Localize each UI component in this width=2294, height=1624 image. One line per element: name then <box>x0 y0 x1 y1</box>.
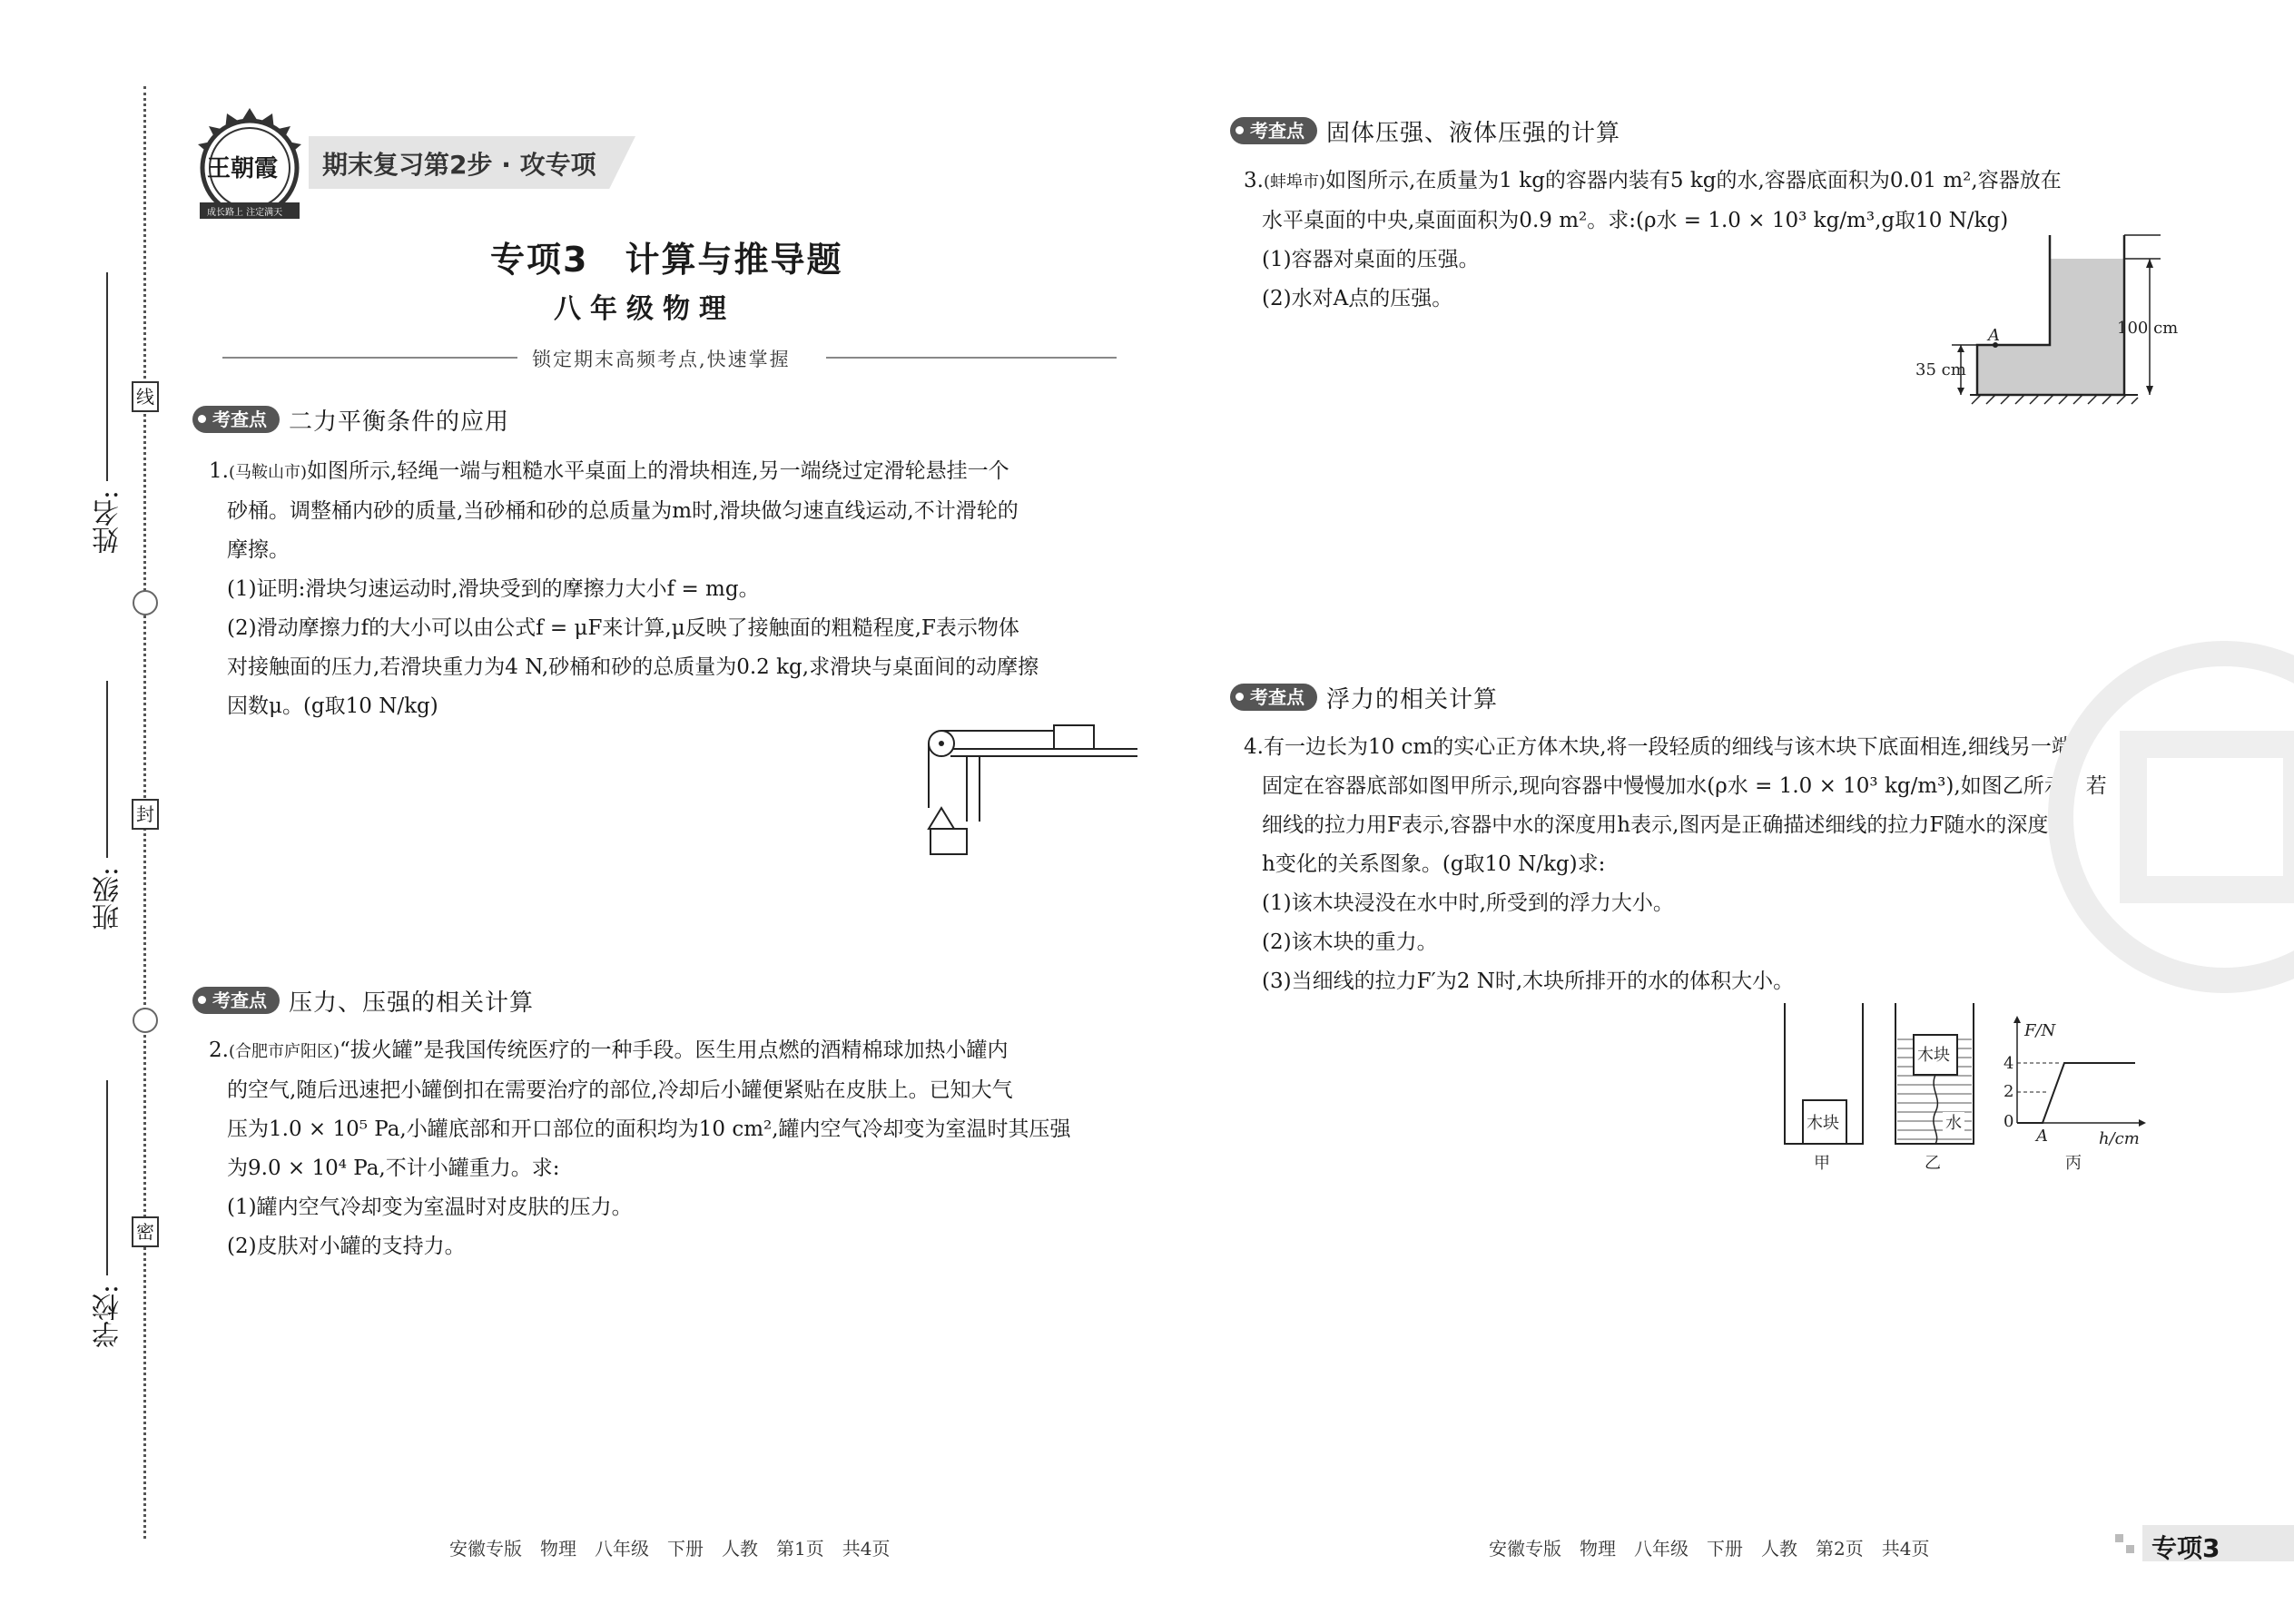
banner-text: 期末复习第2步 · 攻专项 <box>322 150 596 180</box>
footer-right: 安徽专版 物理 八年级 下册 人教 第2页 共4页 <box>1489 1538 1930 1560</box>
question-number: 1. <box>209 459 229 483</box>
question-source: (合肥市庐阳区) <box>228 1042 340 1061</box>
question-line: 如图所示,轻绳一端与粗糙水平桌面上的滑块相连,另一端绕过定滑轮悬挂一个 <box>307 459 1009 483</box>
page-title: 专项3 计算与推导题 <box>490 240 843 280</box>
question-line: (3)当细线的拉力F′为2 N时,木块所排开的水的体积大小。 <box>1262 969 1795 993</box>
section-tag: 考查点 <box>192 987 280 1014</box>
question-line: 的空气,随后迅速把小罐倒扣在需要治疗的部位,冷却后小罐便紧贴在皮肤上。已知大气 <box>227 1078 1013 1102</box>
question-line: 摩擦。 <box>227 538 290 562</box>
logo-motto: 成长路上 注定满天 <box>207 208 283 218</box>
question-line: 细线的拉力用F表示,容器中水的深度用h表示,图丙是正确描述细线的拉力F随水的深度 <box>1262 813 2049 837</box>
question-line: (2)皮肤对小罐的支持力。 <box>227 1235 466 1258</box>
school-field[interactable] <box>106 1080 108 1275</box>
logo-text: 王朝霞 <box>207 155 279 182</box>
seal-circle <box>133 590 158 615</box>
section-heading <box>192 405 509 434</box>
question-line: 水平桌面的中央,桌面面积为0.9 m²。求:(ρ水 = 1.0 × 10³ kg/m³,g取10 N/kg) <box>1262 209 2009 232</box>
y-tick-2: 2 <box>2004 1082 2014 1101</box>
x-mark-a: A <box>2036 1127 2048 1146</box>
question-source: (马鞍山市) <box>228 463 307 482</box>
height-100-label: 100 cm <box>2117 319 2179 338</box>
question-line: h变化的关系图象。(g取10 N/kg)求: <box>1262 852 1606 876</box>
question-line: “拔火罐”是我国传统医疗的一种手段。医生用点燃的酒精棉球加热小罐内 <box>340 1038 1009 1062</box>
question-line: 对接触面的压力,若滑块重力为4 N,砂桶和砂的总质量为0.2 kg,求滑块与桌面间的动摩擦 <box>227 655 1039 679</box>
point-a-label: A <box>1988 326 2000 345</box>
watermark-seal <box>2033 626 2294 1008</box>
question-line: (1)罐内空气冷却变为室温时对皮肤的压力。 <box>227 1196 633 1219</box>
question-line: 因数μ。(g取10 N/kg) <box>227 694 438 718</box>
section-heading <box>1230 116 1620 145</box>
question-1 <box>209 452 1144 726</box>
corner-label: 专项3 <box>2151 1533 2220 1563</box>
y-axis-label: F/N <box>2024 1021 2056 1040</box>
section-title: 固体压强、液体压强的计算 <box>1326 119 1621 147</box>
question-line: (1)证明:滑块匀速运动时,滑块受到的摩擦力大小f = mg。 <box>227 577 760 601</box>
buoyancy-diagram <box>1779 1003 2151 1176</box>
question-line: 砂桶。调整桶内砂的质量,当砂桶和砂的总质量为m时,滑块做匀速直线运动,不计滑轮的 <box>227 499 1019 523</box>
caption-b: 乙 <box>1925 1154 1941 1173</box>
tagline: 锁定期末高频考点,快速掌握 <box>532 349 791 370</box>
container-diagram <box>1915 231 2215 418</box>
question-line: 有一边长为10 cm的实心正方体木块,将一段轻质的细线与该木块下底面相连,细线另一端 <box>1263 735 2072 759</box>
question-number: 4. <box>1244 735 1264 759</box>
block-label-a: 木块 <box>1807 1114 1839 1133</box>
name-label: 姓名: <box>93 490 124 555</box>
question-line: 如图所示,在质量为1 kg的容器内装有5 kg的水,容器底面积为0.01 m²,容器放在 <box>1325 169 2062 192</box>
question-line: 固定在容器底部如图甲所示,现向容器中慢慢加水(ρ水 = 1.0 × 10³ kg/m³),如图乙所示。若 <box>1262 774 2107 798</box>
section-title: 浮力的相关计算 <box>1326 685 1499 714</box>
seal-char-feng: 封 <box>132 799 159 830</box>
water-label: 水 <box>1945 1114 1962 1133</box>
school-label: 学校: <box>93 1284 124 1349</box>
seal-char-xian: 线 <box>132 381 159 412</box>
name-field[interactable] <box>106 272 108 481</box>
brand-logo <box>182 104 318 222</box>
corner-squares-icon <box>2115 1534 2135 1554</box>
seal-circle <box>133 1008 158 1033</box>
y-tick-4: 4 <box>2004 1054 2014 1073</box>
x-axis-label: h/cm <box>2099 1129 2140 1148</box>
class-field[interactable] <box>106 681 108 858</box>
section-tag: 考查点 <box>192 406 280 433</box>
question-line: 为9.0 × 10⁴ Pa,不计小罐重力。求: <box>227 1156 560 1180</box>
question-line: (1)容器对桌面的压强。 <box>1262 248 1480 271</box>
class-label: 班级: <box>93 867 124 931</box>
force-depth-curve <box>2017 1063 2135 1123</box>
question-line: (2)水对A点的压强。 <box>1262 287 1453 310</box>
footer-left: 安徽专版 物理 八年级 下册 人教 第1页 共4页 <box>449 1538 891 1560</box>
page-subtitle: 八年级物理 <box>554 293 735 325</box>
divider-left <box>222 357 517 359</box>
section-title: 二力平衡条件的应用 <box>289 408 510 436</box>
height-35-label: 35 cm <box>1915 360 1966 379</box>
divider-right <box>826 357 1117 359</box>
question-line: (1)该木块浸没在水中时,所受到的浮力大小。 <box>1262 891 1674 915</box>
caption-c: 丙 <box>2065 1154 2082 1173</box>
question-line: 压为1.0 × 10⁵ Pa,小罐底部和开口部位的面积均为10 cm²,罐内空气冷却变为室温时其压强 <box>227 1117 1071 1141</box>
question-number: 2. <box>209 1038 229 1062</box>
question-number: 3. <box>1244 169 1264 192</box>
question-source: (蚌埠市) <box>1263 172 1325 192</box>
caption-a: 甲 <box>1814 1154 1830 1173</box>
seal-char-mi: 密 <box>132 1216 159 1247</box>
y-tick-0: 0 <box>2004 1112 2014 1131</box>
section-title: 压力、压强的相关计算 <box>289 989 535 1017</box>
question-line: (2)滑动摩擦力f的大小可以由公式f = μF来计算,μ反映了接触面的粗糙程度,F表示物体 <box>227 616 1019 640</box>
section-tag: 考查点 <box>1230 117 1317 144</box>
question-line: (2)该木块的重力。 <box>1262 930 1438 954</box>
block-label-b: 木块 <box>1917 1046 1950 1065</box>
pulley-diagram <box>921 722 1139 867</box>
section-heading <box>1230 683 1498 712</box>
section-tag: 考查点 <box>1230 684 1317 711</box>
section-heading <box>192 986 534 1015</box>
question-2 <box>209 1031 1144 1266</box>
